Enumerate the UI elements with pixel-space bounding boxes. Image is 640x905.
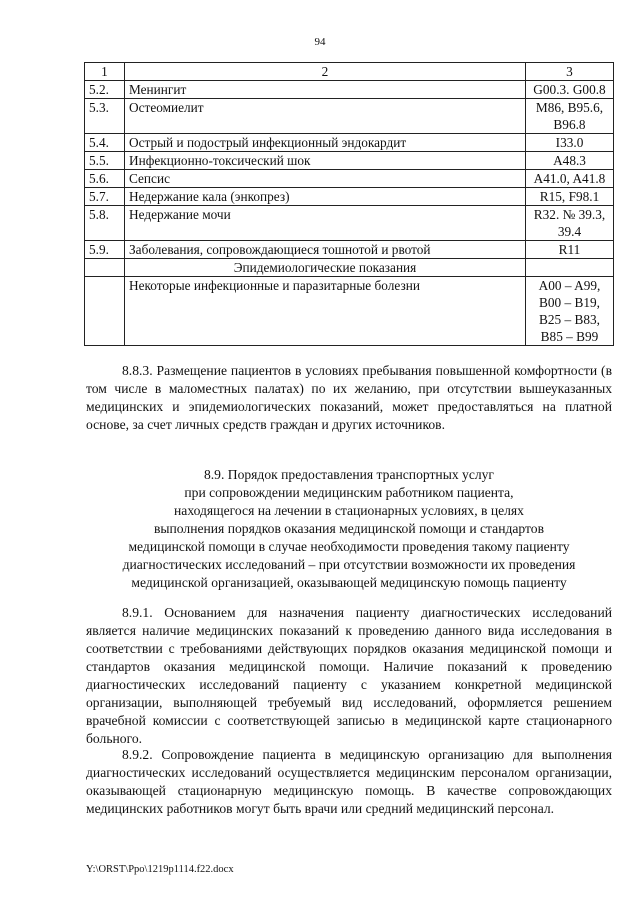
row-number: 5.8.: [85, 206, 125, 241]
icd-code: R32. № 39.3, 39.4: [526, 206, 614, 241]
diagnosis-name: Менингит: [125, 81, 526, 99]
section-title-8-9: [86, 466, 612, 592]
icd-code-list: [526, 277, 614, 346]
diagnosis-name: Сепсис: [125, 170, 526, 188]
section-title-line: 8.9. Порядок предоставления транспортных услуг: [203, 467, 495, 482]
table-row: [85, 188, 614, 206]
row-number: 5.6.: [85, 170, 125, 188]
section-title-line: находящегося на лечении в стационарных условиях, в целях: [174, 503, 524, 518]
icd-code: A41.0, A41.8: [526, 170, 614, 188]
paragraph-8-9-2: 8.9.2. Сопровождение пациента в медицинскую организацию для выполнения диагностических исследований осуществляется медицинским персоналом организации, оказывающей стационарную медицинскую помощь. В качестве сопровождающих медицинских работников могут быть врачи или средний медицинский персонал.: [86, 747, 612, 816]
row-number: 5.5.: [85, 152, 125, 170]
table-row: [85, 152, 614, 170]
row-number: 5.2.: [85, 81, 125, 99]
footer-file-path: Y:\ORST\Ppo\1219p1114.f22.docx: [86, 864, 234, 875]
paragraph-8-9-1: 8.9.1. Основанием для назначения пациенту диагностических исследований является наличие медицинских показаний к проведению данного вида исследования в соответствии с требованиями действующих порядков оказания медицинской помощи и стандартов оказания медицинской помощи. Наличие показаний к проведению диагностических исследований пациенту с указанием конкретной медицинской организации, выполняющей требуемый вид исследований, оформляется решением врачебной комиссии с соответствующей записью в медицинской карте стационарного больного.: [86, 605, 612, 746]
page-number: 94: [314, 36, 326, 48]
icd-code-range: A00 – A99,: [538, 278, 601, 293]
row-number: 5.7.: [85, 188, 125, 206]
table-row: [85, 241, 614, 259]
table-row: [85, 206, 614, 241]
section-header-epidemiological: Эпидемиологические показания: [125, 259, 526, 277]
paragraph-8-8-3: 8.8.3. Размещение пациентов в условиях пребывания повышенной комфортности (в том числе в маломестных палатах) по их желанию, при отсутствии вышеуказанных медицинских и эпидемиологических показаний, может предоставляться на платной основе, за счет личных средств граждан и других источников.: [86, 363, 612, 432]
table-row: [85, 277, 614, 346]
icd-code: A48.3: [526, 152, 614, 170]
section-title-line: медицинской организацией, оказывающей медицинскую помощь пациенту: [131, 575, 567, 590]
row-number: [85, 277, 125, 346]
diagnosis-name: Заболевания, сопровождающиеся тошнотой и рвотой: [125, 241, 526, 259]
section-title-line: диагностических исследований – при отсутствии возможности их проведения: [122, 557, 576, 572]
table-row: [85, 81, 614, 99]
section-empty-cell: [526, 259, 614, 277]
table-section-row: [85, 259, 614, 277]
diagnosis-name: Остеомиелит: [125, 99, 526, 134]
section-title-line: медицинской помощи в случае необходимости проведения такому пациенту: [128, 539, 570, 554]
icd-code: R11: [526, 241, 614, 259]
table-row: [85, 99, 614, 134]
table-header-row: [85, 63, 614, 81]
row-number: 5.3.: [85, 99, 125, 134]
icd-code: R15, F98.1: [526, 188, 614, 206]
icd-code: G00.3. G00.8: [526, 81, 614, 99]
section-title-line: при сопровождении медицинским работником пациента,: [184, 485, 514, 500]
diagnosis-table: [84, 62, 614, 346]
header-col-3: 3: [526, 63, 614, 81]
diagnosis-name: Некоторые инфекционные и паразитарные болезни: [125, 277, 526, 346]
row-number: 5.4.: [85, 134, 125, 152]
diagnosis-name: Недержание мочи: [125, 206, 526, 241]
header-col-2: 2: [125, 63, 526, 81]
header-col-1: 1: [85, 63, 125, 81]
diagnosis-name: Острый и подострый инфекционный эндокардит: [125, 134, 526, 152]
table-row: [85, 134, 614, 152]
section-empty-cell: [85, 259, 125, 277]
icd-code-range: B85 – B99: [540, 329, 599, 344]
icd-code-range: B25 – B83,: [539, 312, 600, 327]
icd-code-range: B00 – B19,: [539, 295, 600, 310]
icd-code: M86, B95.6, B96.8: [526, 99, 614, 134]
icd-code: I33.0: [526, 134, 614, 152]
row-number: 5.9.: [85, 241, 125, 259]
diagnosis-name: Инфекционно-токсический шок: [125, 152, 526, 170]
section-title-line: выполнения порядков оказания медицинской помощи и стандартов: [153, 521, 545, 536]
diagnosis-name: Недержание кала (энкопрез): [125, 188, 526, 206]
table-row: [85, 170, 614, 188]
